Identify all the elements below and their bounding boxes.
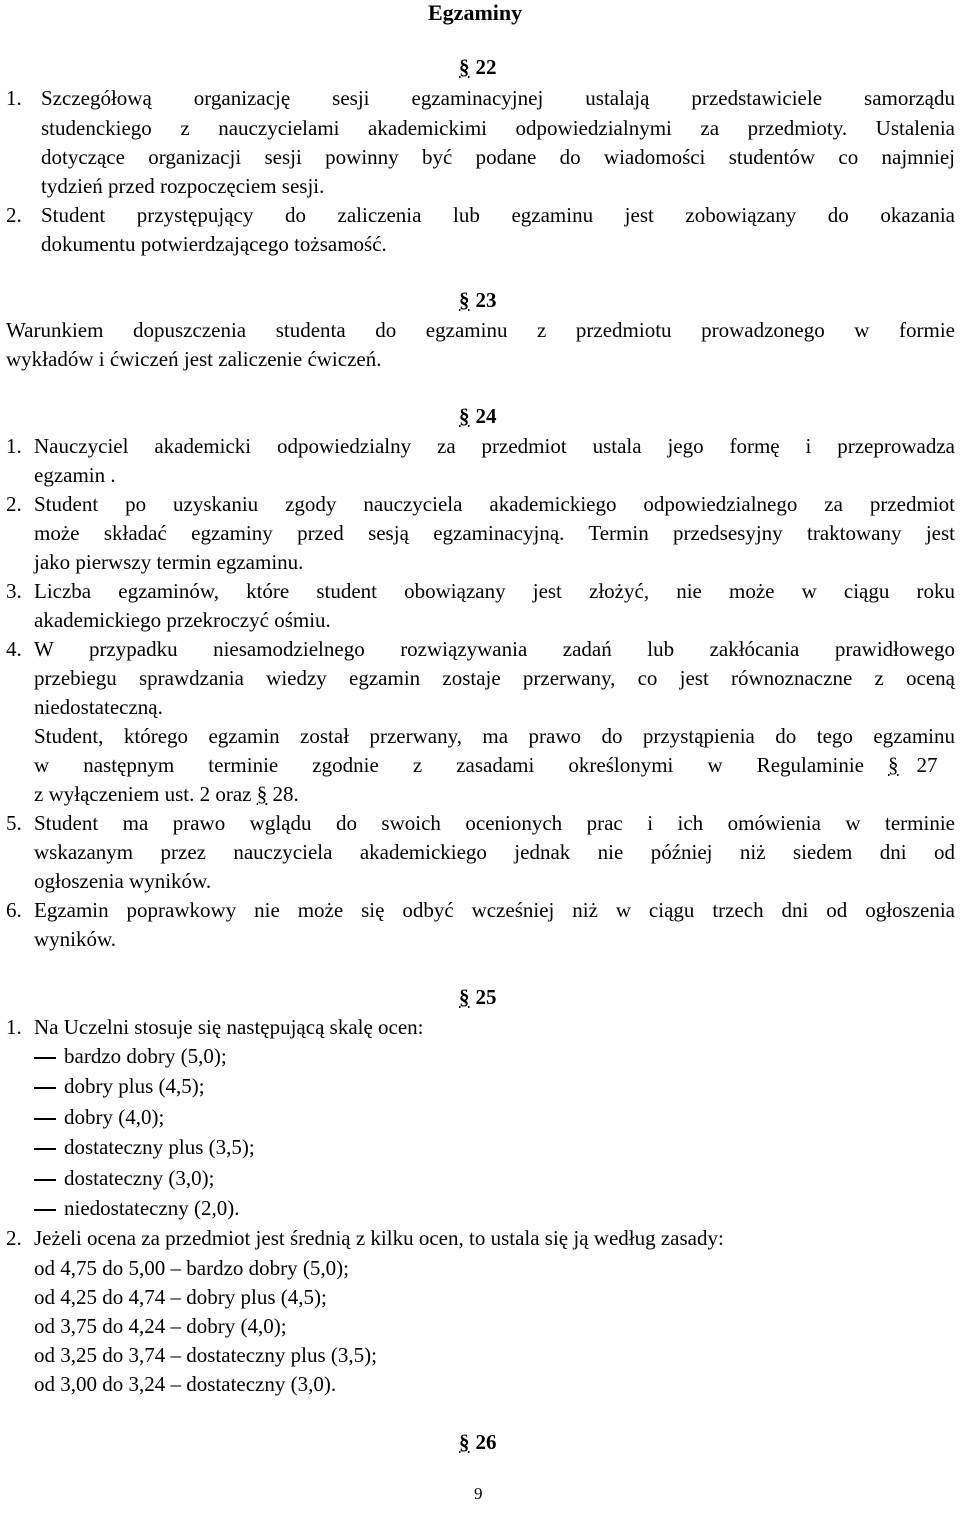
section-heading-25 [459, 985, 497, 1010]
grade-item: niedostateczny (2,0). [64, 1196, 240, 1220]
paragraph-line: dotyczące organizacji sesji powinny być podane do wiadomości studentów co najmniej [41, 145, 955, 169]
paragraph-line: egzamin . [34, 463, 116, 487]
section-heading-26 [459, 1430, 497, 1455]
section-number: 25 [475, 985, 497, 1009]
paragraph-line: Student, którego egzamin został przerwany, ma prawo do przystąpienia do tego egzaminu [34, 724, 955, 748]
paragraph-line: Na Uczelni stosuje się następującą skalę ocen: [34, 1015, 424, 1039]
paragraph-text: z wyłączeniem ust. 2 oraz [34, 782, 252, 806]
section-number: 23 [475, 288, 497, 312]
paragraph-line: Nauczyciel akademicki odpowiedzialny za przedmiot ustala jego formę i przeprowadza [34, 434, 955, 458]
paragraph-line: W przypadku niesamodzielnego rozwiązywania zadań lub zakłócania prawidłowego [34, 637, 955, 661]
page-number: 9 [474, 1484, 483, 1503]
page-title: Egzaminy [428, 0, 523, 25]
paragraph-line: przebiegu sprawdzania wiedzy egzamin zostaje przerwany, co jest równoznaczne z oceną [34, 666, 955, 690]
item-number: 1. [6, 434, 22, 458]
paragraph-line: niedostateczną. [34, 695, 163, 719]
section-sign-icon: § [459, 1430, 470, 1454]
paragraph-line: może składać egzaminy przed sesją egzaminacyjną. Termin przedsesyjny traktowany jest [34, 521, 955, 545]
paragraph-line: Jeżeli ocena za przedmiot jest średnią z kilku ocen, to ustala się ją według zasady: [34, 1226, 724, 1250]
section-heading-24 [459, 404, 497, 429]
section-number: 22 [475, 55, 497, 79]
list-dash-icon [34, 1118, 56, 1120]
section-heading-23 [459, 288, 497, 313]
item-number: 2. [6, 203, 22, 227]
section-heading-22 [459, 55, 497, 80]
item-number: 2. [6, 1226, 22, 1250]
paragraph-line: Egzamin poprawkowy nie może się odbyć wcześniej niż w ciągu trzech dni od ogłoszenia [34, 898, 955, 922]
list-dash-icon [34, 1209, 56, 1211]
rule-item: od 3,00 do 3,24 – dostateczny (3,0). [34, 1372, 337, 1396]
reference-number: 27 [916, 753, 938, 777]
list-dash-icon [34, 1057, 56, 1059]
section-number: 26 [475, 1430, 497, 1454]
paragraph-line: Warunkiem dopuszczenia studenta do egzaminu z przedmiotu prowadzonego w formie [6, 318, 955, 342]
section-sign-icon: § [256, 782, 268, 806]
list-dash-icon [34, 1087, 56, 1089]
paragraph-line: tydzień przed rozpoczęciem sesji. [41, 174, 325, 198]
grade-item: dostateczny (3,0); [64, 1166, 215, 1190]
paragraph-line: Student ma prawo wglądu do swoich ocenionych prac i ich omówienia w terminie [34, 811, 955, 835]
paragraph-line: studenckiego z nauczycielami akademickimi odpowiedzialnymi za przedmioty. Ustalenia [41, 116, 955, 140]
grade-item: dobry plus (4,5); [64, 1074, 205, 1098]
section-reference [888, 753, 938, 778]
section-sign-icon: § [888, 753, 899, 777]
section-sign-icon: § [459, 55, 470, 79]
item-number: 6. [6, 898, 22, 922]
paragraph-line: wyników. [34, 927, 117, 951]
paragraph-line: ogłoszenia wyników. [34, 869, 212, 893]
item-number: 1. [6, 86, 22, 110]
rule-item: od 4,25 do 4,74 – dobry plus (4,5); [34, 1285, 327, 1309]
item-number: 1. [6, 1015, 22, 1039]
rule-item: od 4,75 do 5,00 – bardzo dobry (5,0); [34, 1256, 349, 1280]
grade-item: dostateczny plus (3,5); [64, 1135, 255, 1159]
paragraph-line: Student po uzyskaniu zgody nauczyciela akademickiego odpowiedzialnego za przedmiot [34, 492, 955, 516]
paragraph-line: wskazanym przez nauczyciela akademickiego jednak nie później niż siedem dni od [34, 840, 955, 864]
paragraph-line: wykładów i ćwiczeń jest zaliczenie ćwiczeń. [6, 347, 382, 371]
paragraph-line: w następnym terminie zgodnie z zasadami określonymi w Regulaminie [34, 753, 864, 777]
section-sign-icon: § [459, 985, 470, 1009]
item-number: 4. [6, 637, 22, 661]
section-sign-icon: § [459, 288, 470, 312]
rule-item: od 3,75 do 4,24 – dobry (4,0); [34, 1314, 287, 1338]
paragraph-line: Student przystępujący do zaliczenia lub egzaminu jest zobowiązany do okazania [41, 203, 955, 227]
grade-item: dobry (4,0); [64, 1105, 165, 1129]
grade-item: bardzo dobry (5,0); [64, 1044, 227, 1068]
paragraph-line [34, 782, 299, 807]
paragraph-line: jako pierwszy termin egzaminu. [34, 550, 304, 574]
item-number: 3. [6, 579, 22, 603]
paragraph-line: dokumentu potwierdzającego tożsamość. [41, 232, 387, 256]
paragraph-line: Szczegółową organizację sesji egzaminacyjnej ustalają przedstawiciele samorządu [41, 86, 955, 110]
reference-number: 28. [272, 782, 299, 806]
paragraph-line: Liczba egzaminów, które student obowiązany jest złożyć, nie może w ciągu roku [34, 579, 955, 603]
list-dash-icon [34, 1179, 56, 1181]
rule-item: od 3,25 do 3,74 – dostateczny plus (3,5); [34, 1343, 377, 1367]
paragraph-line: akademickiego przekroczyć ośmiu. [34, 608, 331, 632]
item-number: 5. [6, 811, 22, 835]
item-number: 2. [6, 492, 22, 516]
section-number: 24 [475, 404, 497, 428]
section-sign-icon: § [459, 404, 470, 428]
list-dash-icon [34, 1148, 56, 1150]
